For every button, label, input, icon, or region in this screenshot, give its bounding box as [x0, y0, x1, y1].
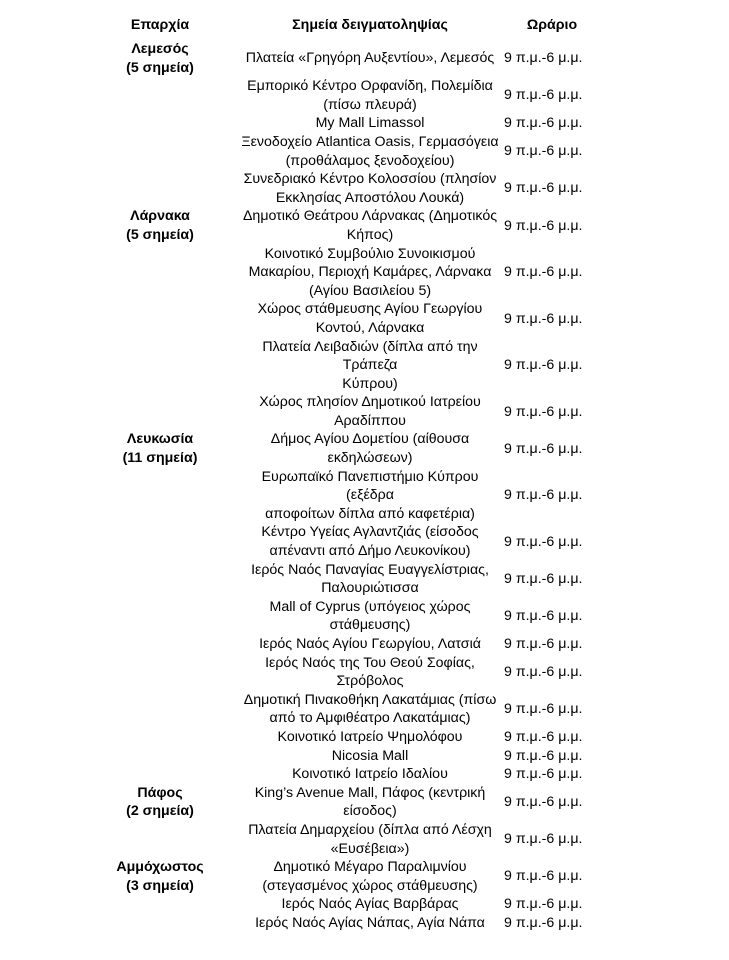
site-line: Δημοτική Πινακοθήκη Λακατάμιας (πίσω: [243, 691, 497, 708]
table-row: [0, 895, 729, 914]
site-line: Κοινοτικό Συμβούλιο Συνοικισμού: [264, 245, 476, 262]
hours-cell: 9 π.μ.-6 μ.μ.: [504, 868, 583, 885]
site-line: Κοντού, Λάρνακα: [315, 319, 425, 336]
table-row: [0, 858, 729, 895]
table-row: [0, 170, 729, 207]
site-cell: [240, 393, 500, 430]
site-cell: [240, 635, 500, 654]
table-row: [0, 468, 729, 524]
site-cell: [240, 561, 500, 598]
site-cell: [240, 858, 500, 895]
region-cell: [80, 430, 240, 467]
region-count: (2 σημεία): [126, 803, 194, 820]
header-hours: Ωράριο: [526, 17, 578, 33]
table-row: [0, 561, 729, 598]
hours-cell: 9 π.μ.-6 μ.μ.: [504, 217, 583, 234]
table-row: [0, 40, 729, 77]
site-cell: [240, 170, 500, 207]
table-row: [0, 914, 729, 933]
hours-cell: 9 π.μ.-6 μ.μ.: [504, 87, 583, 104]
hours-cell: 9 π.μ.-6 μ.μ.: [504, 914, 583, 931]
site-cell: [240, 784, 500, 821]
site-line: Μακαρίου, Περιοχή Καμάρες, Λάρνακα: [248, 264, 492, 281]
site-line: Συνεδριακό Κέντρο Κολοσσίου (πλησίον: [243, 171, 497, 188]
site-line: Ιερός Ναός Αγίας Βαρβάρας: [281, 896, 459, 913]
header-region: Επαρχία: [130, 17, 190, 33]
site-line: είσοδος): [343, 803, 397, 820]
site-line: εκδηλώσεων): [327, 450, 413, 467]
table-row: [0, 207, 729, 244]
table-header-row: [0, 12, 729, 40]
site-cell: [240, 338, 500, 394]
site-cell: [240, 468, 500, 524]
hours-cell: 9 π.μ.-6 μ.μ.: [504, 264, 583, 281]
site-cell: [240, 895, 500, 914]
table-row: [0, 784, 729, 821]
site-line: Παλουριώτισσα: [321, 580, 419, 597]
site-line: απέναντι από Δήμο Λευκονίκου): [269, 543, 471, 560]
hours-cell: 9 π.μ.-6 μ.μ.: [504, 608, 583, 625]
site-line: Κοινοτικό Ιατρείο Ψημολόφου: [277, 728, 463, 745]
site-line: (πίσω πλευρά): [323, 96, 417, 113]
region-name: Λεμεσός: [131, 41, 189, 57]
hours-cell: 9 π.μ.-6 μ.μ.: [504, 701, 583, 718]
site-cell: [240, 77, 500, 114]
site-line: Κέντρο Υγείας Αγλαντζιάς (είσοδος: [261, 524, 479, 541]
site-line: King’s Avenue Mall, Πάφος (κεντρική: [254, 784, 486, 801]
site-line: Χώρος πλησίον Δημοτικού Ιατρείου: [259, 394, 481, 411]
site-cell: [240, 430, 500, 467]
region-cell: [80, 784, 240, 821]
table-row: [0, 300, 729, 337]
site-cell: [240, 821, 500, 858]
header-site: Σημεία δειγματοληψίας: [292, 17, 448, 33]
region-name: Αμμόχωστος: [116, 859, 204, 876]
site-line: Ιερός Ναός της Του Θεού Σοφίας,: [265, 654, 475, 671]
site-line: Δήμος Αγίου Δομετίου (αίθουσα: [270, 431, 470, 448]
table-row: [0, 245, 729, 301]
table-row: [0, 691, 729, 728]
site-line: Nicosia Mall: [331, 747, 409, 764]
table-row: [0, 598, 729, 635]
site-line: Κήπος): [346, 226, 394, 243]
hours-cell: 9 π.μ.-6 μ.μ.: [504, 180, 583, 197]
site-cell: [240, 728, 500, 747]
table-row: [0, 393, 729, 430]
site-line: Πλατεία Δημαρχείου (δίπλα από Λέσχη: [248, 821, 492, 838]
site-cell: [240, 598, 500, 635]
site-cell: [240, 245, 500, 301]
table-row: [0, 430, 729, 467]
hours-cell: 9 π.μ.-6 μ.μ.: [504, 831, 583, 848]
table-row: [0, 114, 729, 133]
region-count: (3 σημεία): [126, 877, 194, 894]
site-line: Mall of Cyprus (υπόγειος χώρος: [269, 598, 471, 615]
site-line: Κοινοτικό Ιατρείο Ιδαλίου: [292, 766, 448, 783]
region-count: (5 σημεία): [126, 59, 194, 76]
site-line: Πλατεία «Γρηγόρη Αυξεντίου», Λεμεσός: [245, 50, 495, 67]
hours-cell: 9 π.μ.-6 μ.μ.: [504, 357, 583, 374]
site-line: στάθμευσης): [329, 617, 411, 634]
site-line: Αραδίππου: [334, 412, 406, 429]
region-cell: [80, 858, 240, 895]
site-line: Δημοτικό Θεάτρου Λάρνακας (Δημοτικός: [242, 208, 498, 225]
table-row: [0, 635, 729, 654]
site-cell: [240, 207, 500, 244]
hours-cell: 9 π.μ.-6 μ.μ.: [504, 50, 583, 67]
region-cell: [80, 207, 240, 244]
site-line: (προθάλαμος ξενοδοχείου): [285, 152, 455, 169]
hours-cell: 9 π.μ.-6 μ.μ.: [504, 794, 583, 811]
site-cell: [240, 691, 500, 728]
region-name: Λάρνακα: [130, 208, 190, 225]
hours-cell: 9 π.μ.-6 μ.μ.: [504, 663, 583, 680]
site-line: αποφοίτων δίπλα από καφετέρια): [265, 505, 475, 522]
site-cell: [240, 765, 500, 784]
hours-cell: 9 π.μ.-6 μ.μ.: [504, 728, 583, 745]
site-cell: [240, 523, 500, 560]
hours-cell: 9 π.μ.-6 μ.μ.: [504, 440, 583, 457]
table-row: [0, 654, 729, 691]
hours-cell: 9 π.μ.-6 μ.μ.: [504, 310, 583, 327]
region-count: (11 σημεία): [122, 450, 198, 467]
site-cell: [240, 747, 500, 766]
table-body: [0, 40, 729, 933]
sampling-points-table: [0, 12, 729, 933]
site-cell: [240, 49, 500, 68]
region-cell: [80, 40, 240, 77]
table-row: [0, 77, 729, 114]
site-line: Ιερός Ναός Παναγίας Ευαγγελίστριας,: [251, 561, 489, 578]
table-row: [0, 728, 729, 747]
site-line: Δημοτικό Μέγαρο Παραλιμνίου: [273, 859, 467, 876]
site-line: Εμπορικό Κέντρο Ορφανίδη, Πολεμίδια: [247, 78, 493, 95]
site-line: Ιερός Ναός Αγίου Γεωργίου, Λατσιά: [259, 636, 481, 652]
hours-cell: 9 π.μ.-6 μ.μ.: [504, 896, 583, 913]
table-row: [0, 747, 729, 766]
region-count: (5 σημεία): [126, 226, 194, 243]
site-cell: [240, 114, 500, 133]
site-cell: [240, 654, 500, 691]
site-line: Ευρωπαϊκό Πανεπιστήμιο Κύπρου (εξέδρα: [261, 468, 479, 504]
site-line: Ιερός Ναός Αγίας Νάπας, Αγία Νάπα: [255, 914, 485, 931]
site-line: (Αγίου Βασιλείου 5): [308, 282, 432, 299]
site-line: Χώρος στάθμευσης Αγίου Γεωργίου: [257, 301, 483, 318]
hours-cell: 9 π.μ.-6 μ.μ.: [504, 115, 583, 132]
site-cell: [240, 300, 500, 337]
site-cell: [240, 914, 500, 933]
table-row: [0, 338, 729, 394]
site-line: Πλατεία Λειβαδιών (δίπλα από την Τράπεζα: [262, 338, 478, 374]
site-line: (στεγασμένος χώρος στάθμευσης): [262, 877, 478, 894]
site-line: Στρόβολος: [336, 673, 404, 690]
site-cell: [240, 133, 500, 170]
hours-cell: 9 π.μ.-6 μ.μ.: [504, 747, 583, 764]
table-row: [0, 821, 729, 858]
hours-cell: 9 π.μ.-6 μ.μ.: [504, 487, 583, 504]
hours-cell: 9 π.μ.-6 μ.μ.: [504, 143, 583, 160]
region-name: Πάφος: [137, 784, 183, 801]
table-row: [0, 765, 729, 784]
site-line: από το Αμφιθέατρο Λακατάμιας): [269, 710, 471, 727]
site-line: My Mall Limassol: [315, 115, 425, 132]
hours-cell: 9 π.μ.-6 μ.μ.: [504, 766, 583, 783]
table-row: [0, 133, 729, 170]
site-line: Εκκλησίας Αποστόλου Λουκά): [275, 189, 465, 206]
hours-cell: 9 π.μ.-6 μ.μ.: [504, 636, 583, 652]
table-row: [0, 523, 729, 560]
hours-cell: 9 π.μ.-6 μ.μ.: [504, 533, 583, 550]
hours-cell: 9 π.μ.-6 μ.μ.: [504, 570, 583, 587]
site-line: Ξενοδοχείο Atlantica Oasis, Γερμασόγεια: [241, 133, 499, 150]
site-line: Κύπρου): [342, 375, 398, 392]
region-name: Λευκωσία: [126, 431, 194, 448]
site-line: «Ευσέβεια»): [330, 840, 410, 857]
hours-cell: 9 π.μ.-6 μ.μ.: [504, 403, 583, 420]
